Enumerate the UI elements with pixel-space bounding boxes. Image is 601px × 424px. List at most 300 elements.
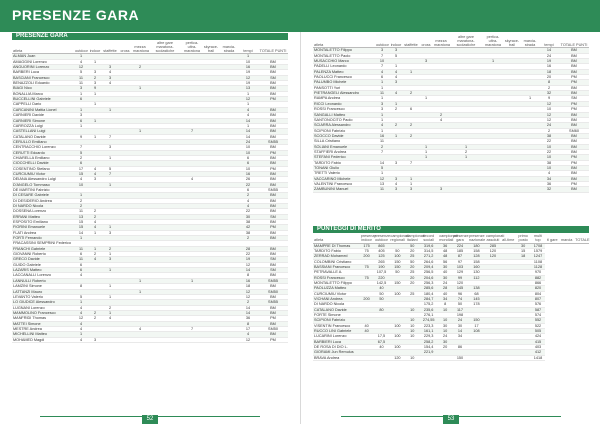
value-cell: BM [258,107,288,112]
athlete-name-cell: ROSSI Francesco [313,107,375,112]
value-cell: 3 [419,59,433,64]
value-cell: 4 [389,181,403,186]
value-cell: 1 [403,176,419,181]
value-cell: 264,6 [419,259,438,264]
value-cell [360,355,374,360]
value-cell: 4 [88,257,102,262]
value-cell: 1 [132,289,148,294]
value-cell: 2 [132,65,148,70]
value-cell: 100 [389,345,405,350]
value-cell: BM [258,171,288,176]
value-cell: 1 [389,64,403,69]
value-cell: 138 [468,286,485,291]
value-cell: 12 [238,262,258,267]
value-cell: 522 [531,323,546,328]
value-cell: 271,2 [419,254,438,259]
value-cell: 19 [539,59,559,64]
value-cell: BM [258,161,288,166]
athlete-name-cell: PETRAVALLE A. [313,270,360,275]
value-cell: 4 [389,69,403,74]
value-cell: 4 [238,107,258,112]
column-header: presenze nazionale [468,234,486,242]
value-cell: 2 [403,123,419,128]
value-cell: 10 [74,182,88,187]
athlete-name-cell: SILLA Cristiano [313,139,375,144]
value-cell: 13 [74,214,88,219]
athlete-name-cell: GIORAMI Jun Remulus [313,350,360,355]
value-cell: 11 [74,209,88,214]
value-cell: 4 [375,123,389,128]
value-cell: 97 [452,259,468,264]
value-cell: 1 [102,107,118,112]
value-cell: 3 [74,113,88,118]
value-cell: 5 [102,166,118,171]
value-cell: 24 [452,318,468,323]
value-cell: SM50 [258,326,288,331]
value-cell: 4 [102,81,118,86]
value-cell: 1 [238,91,258,96]
value-cell: BM [258,198,288,203]
value-cell: 19 [238,257,258,262]
athlete-name-cell: MICHELLINI Matteo [12,332,74,337]
value-cell: 7 [182,326,202,331]
value-cell: 14 [238,134,258,139]
athlete-name-cell: GUIDO Gabriele [12,262,74,267]
value-cell: 2 [539,128,559,133]
value-cell: 12 [238,337,258,342]
column-header: tl gare [545,235,559,243]
value-cell: 12 [238,289,258,294]
value-cell: 1 [483,59,503,64]
value-cell: 32 [539,187,559,192]
value-cell: 8 [539,80,559,85]
right-page [300,32,601,424]
column-header: all-time [501,235,516,243]
column-header: presenze outdoor [374,234,391,242]
column-header: presenze indoor [360,234,377,242]
value-cell: BM [258,145,288,150]
value-cell: 20 [405,275,419,280]
column-header: TOTALE PUNTI [258,42,288,54]
athlete-name-cell: MONTALETTO Paolo [313,53,375,58]
value-cell [148,337,182,342]
column-header: presenze gara [453,234,469,242]
value-cell: 30 [438,339,452,344]
value-cell: 1 [403,69,419,74]
value-cell: 5 [74,70,88,75]
value-cell: 2 [539,85,559,90]
value-cell: SM55 [258,139,288,144]
merit-score-table [313,235,589,361]
value-cell: 6 [74,262,88,267]
value-cell: 4 [74,177,88,182]
value-cell: 40 [360,329,374,334]
value-cell [419,355,438,360]
value-cell: 866 [531,281,546,286]
value-cell: SM55 [258,278,288,283]
value-cell: BM [258,220,288,225]
value-cell: 30 [516,243,531,248]
value-cell: 3 [389,48,403,53]
value-cell: BM [258,70,288,75]
value-cell: 150 [389,281,405,286]
value-cell: 50 [389,270,405,275]
value-cell: 505 [531,329,546,334]
value-cell: 2 [102,246,118,251]
value-cell: BM [559,48,589,53]
value-cell: 1 [74,91,88,96]
value-cell: 1 [74,54,88,59]
value-cell: BM [559,144,589,149]
value-cell: BM [258,155,288,160]
value-cell: 1 [238,123,258,128]
value-cell: 100 [389,291,405,296]
athlete-name-cell: FLATI Andrea [12,230,74,235]
value-cell: 3 [389,160,403,165]
value-cell: 1 [102,225,118,230]
value-cell: 10 [405,329,419,334]
value-cell: 4 [389,91,403,96]
value-cell: 314,5 [419,248,438,253]
athlete-name-cell: COSENTINO Stefano [12,166,74,171]
value-cell: BM [559,171,589,176]
top-banner [0,0,600,32]
value-cell: 4 [238,198,258,203]
value-cell: 11 [375,91,389,96]
value-cell: 16 [238,278,258,283]
value-cell: 20 [405,264,419,269]
value-cell: PM [258,316,288,321]
value-cell: 9 [88,86,102,91]
value-cell: SM [258,268,288,273]
column-header: cross [419,36,433,48]
value-cell: 50 [405,259,419,264]
column-header: multi top [531,235,546,243]
athlete-name-cell: SCIARRA Alessandro [313,123,375,128]
value-cell: 74 [452,297,468,302]
value-cell: 235,6 [419,307,438,312]
value-cell: 10 [539,155,559,160]
value-cell: BM [559,112,589,117]
value-cell: 4 [102,316,118,321]
value-cell: 160 [468,264,485,269]
athlete-name-cell: SCIPIONI Fabrizio [313,318,360,323]
value-cell: SM [258,214,288,219]
value-cell: 28 [438,286,452,291]
value-cell: 20 [438,345,452,350]
value-cell: 4 [433,117,449,122]
column-header: indoor [389,36,403,48]
athlete-name-cell: MOHAMED Magdi [12,337,74,342]
value-cell: 25 [405,291,419,296]
value-cell: 38 [539,160,559,165]
value-cell: 10 [438,307,452,312]
value-cell: 68 [468,291,485,296]
value-cell: 16 [238,171,258,176]
value-cell: PM [559,160,589,165]
athlete-name-cell: PANSOTTI Yuri [313,85,375,90]
value-cell: PM [559,75,589,80]
column-header: skyrace-trail [503,36,521,48]
value-cell: 4 [389,75,403,80]
value-cell: 1 [389,133,403,138]
athlete-name-cell: BONALLIA Marco [12,91,74,96]
value-cell: BM [258,91,288,96]
value-cell: 2 [403,133,419,138]
athlete-name-cell: ANGUORINI Lorenzo [12,65,74,70]
value-cell: 1 [375,117,389,122]
value-cell: SM [258,257,288,262]
value-cell: 229,3 [419,334,438,339]
value-cell: 150 [389,259,405,264]
value-cell: 50 [405,243,419,248]
value-cell: 128 [468,254,485,259]
athlete-name-cell: RAMPA Andrea [313,96,375,101]
value-cell: 56 [438,259,452,264]
athlete-name-cell: ROSSI Francesco [313,275,360,280]
value-cell [449,187,483,192]
table-header-row [313,235,589,243]
value-cell [503,187,521,192]
value-cell: 6 [375,75,389,80]
athlete-name-cell: VISENTIN Francesco [313,323,360,328]
value-cell: 107,5 [374,270,390,275]
value-cell: BM [258,118,288,123]
value-cell: 36 [438,243,452,248]
athlete-name-cell: CERULLO Emiliano [12,139,74,144]
column-header: marcia-strada [220,42,238,54]
column-header: atleta [313,235,360,243]
value-cell: 7 [375,53,389,58]
value-cell: 1 [389,101,403,106]
value-cell: 22 [238,182,258,187]
athlete-name-cell: MATTEI Simone [12,321,74,326]
value-cell: 200 [360,297,374,302]
column-header: outdoor [74,42,88,54]
value-cell [516,355,531,360]
value-cell: BM [258,113,288,118]
value-cell: 32 [539,91,559,96]
value-cell: 10 [438,329,452,334]
value-cell: 108 [468,329,485,334]
value-cell: 12 [539,112,559,117]
value-cell: BM [258,310,288,315]
value-cell: BM [559,123,589,128]
value-cell: 1 [132,129,148,134]
athlete-name-cell: RICCI Leonardo [313,101,375,106]
value-cell: 10 [238,59,258,64]
value-cell: 3 [375,107,389,112]
value-cell: 415 [531,339,546,344]
value-cell: 1 [521,96,539,101]
value-cell: SM60 [559,128,589,133]
value-cell: 3 [433,187,449,192]
value-cell: 18 [516,254,531,259]
value-cell: 18 [238,284,258,289]
value-cell: 17 [468,323,485,328]
value-cell: 285 [485,243,501,248]
value-cell: 9 [74,134,88,139]
value-cell: 10 [405,334,419,339]
value-cell: 6 [238,187,258,192]
value-cell: BM [559,59,589,64]
value-cell: 1 [403,181,419,186]
value-cell: 3 [102,230,118,235]
value-cell: BM [559,91,589,96]
value-cell: 10 [375,59,389,64]
value-cell: 2 [389,123,403,128]
value-cell: 22 [238,209,258,214]
athlete-name-cell: BUCCELLINI Gabriele [12,97,74,102]
value-cell: 22 [539,139,559,144]
value-cell: 25 [405,254,419,259]
value-cell: 17 [238,326,258,331]
athlete-name-cell: CARCANINI Mattia Lionel [12,107,74,112]
value-cell: 223,3 [419,323,438,328]
value-cell: 117 [452,307,468,312]
athlete-name-cell: CARROZZA Luigi [12,123,74,128]
value-cell: 14 [238,310,258,315]
value-cell: 4 [74,310,88,315]
value-cell: 1 [74,107,88,112]
value-cell: 154,4 [419,345,438,350]
value-cell: 15 [74,171,88,176]
value-cell: 38 [539,133,559,138]
athlete-name-cell: VACCARINO Michele [313,176,375,181]
value-cell: 6 [74,118,88,123]
value-cell: PM [559,101,589,106]
value-cell: PM [559,107,589,112]
value-cell: 10 [238,150,258,155]
value-cell: 3 [102,65,118,70]
value-cell: 15 [74,220,88,225]
value-cell: 86 [452,345,468,350]
value-cell: BM [258,246,288,251]
value-cell: 200 [360,254,374,259]
athlete-name-cell: DI DESIDERIO Andrea [12,198,74,203]
value-cell: 12 [539,101,559,106]
value-cell: 10 [539,144,559,149]
value-cell: 16 [238,65,258,70]
value-cell: 403 [531,345,546,350]
value-cell: SM [258,75,288,80]
athlete-name-cell: TONANI Giulio [313,165,375,170]
value-cell: 1579 [531,248,546,253]
column-header: indoor [88,42,102,54]
value-cell: 1 [88,91,102,96]
value-cell: 36 [539,181,559,186]
athlete-name-cell: VALENTINI Francesco [313,181,375,186]
value-cell: 6 [74,161,88,166]
value-cell: 38 [238,230,258,235]
value-cell: BM [559,117,589,122]
value-cell [182,337,202,342]
value-cell: 120 [485,248,501,253]
value-cell: 100 [389,323,405,328]
value-cell: 882 [531,275,546,280]
value-cell: 11 [74,81,88,86]
value-cell: 3 [389,176,403,181]
value-cell: 1 [449,155,483,160]
value-cell [202,337,220,342]
value-cell: PM [258,225,288,230]
athlete-name-cell: LAZARIS Matteo [12,268,74,273]
value-cell: 4 [182,177,202,182]
value-cell: PM [559,155,589,160]
athlete-name-cell: ESPOSITO Emiliano [12,220,74,225]
value-cell: BM [258,252,288,257]
value-cell: 2 [88,75,102,80]
value-cell: 7 [74,145,88,150]
athlete-name-cell: DI NARDO Nicola [12,204,74,209]
value-cell: 8 [238,321,258,326]
value-cell: 1108 [531,259,546,264]
value-cell: 145 [468,297,485,302]
value-cell: 4 [102,70,118,75]
value-cell: BM [258,332,288,337]
column-header: campionati mondiali [439,234,458,242]
value-cell: 100 [389,334,405,339]
value-cell: 10 [405,355,419,360]
value-cell: 5 [74,150,88,155]
column-header: outdoor [375,36,389,48]
value-cell: 80 [374,307,390,312]
value-cell: 14 [238,118,258,123]
column-header: atleta [313,36,375,48]
athlete-name-cell: LATTANZI Mauro [12,289,74,294]
value-cell: 7 [375,64,389,69]
value-cell [521,187,539,192]
value-cell: 2 [238,193,258,198]
value-cell: 3 [375,48,389,53]
value-cell: BM [559,176,589,181]
value-cell: 75 [360,275,374,280]
value-cell: 3 [102,257,118,262]
value-cell: 224 [452,243,468,248]
value-cell [102,337,118,342]
value-cell: 100 [389,254,405,259]
value-cell: 40 [438,291,452,296]
value-cell: BM [258,193,288,198]
value-cell: 158 [468,248,485,253]
value-cell: BM [559,53,589,58]
value-cell: 24 [238,139,258,144]
value-cell: 820 [531,286,546,291]
value-cell: BM [258,294,288,299]
value-cell: 204,6 [419,275,438,280]
athlete-name-cell: GIOVANNI Roberto [12,252,74,257]
value-cell: 1 [375,96,389,101]
value-cell: 30 [452,323,468,328]
value-cell: BM [258,273,288,278]
athlete-name-cell: CASTELLANI Luigi [12,129,74,134]
value-cell: 970 [531,270,546,275]
athlete-name-cell: SCIPIONI Fabrizio [313,128,375,133]
value-cell: 4 [238,204,258,209]
value-cell: 1 [74,193,88,198]
athlete-name-cell: STAFFIERI Andrea [313,149,375,154]
value-cell: 4 [74,326,88,331]
athlete-name-cell: PALUMBO Michele [313,80,375,85]
value-cell: 1418 [531,355,546,360]
value-cell: 40 [374,286,390,291]
value-cell: 4 [74,273,88,278]
value-cell: 276,1 [419,313,438,318]
value-cell: 1 [132,86,148,91]
athlete-name-cell: CAPPELLI Dario [12,102,74,107]
value-cell: 3 [102,75,118,80]
value-cell: 2 [88,252,102,257]
